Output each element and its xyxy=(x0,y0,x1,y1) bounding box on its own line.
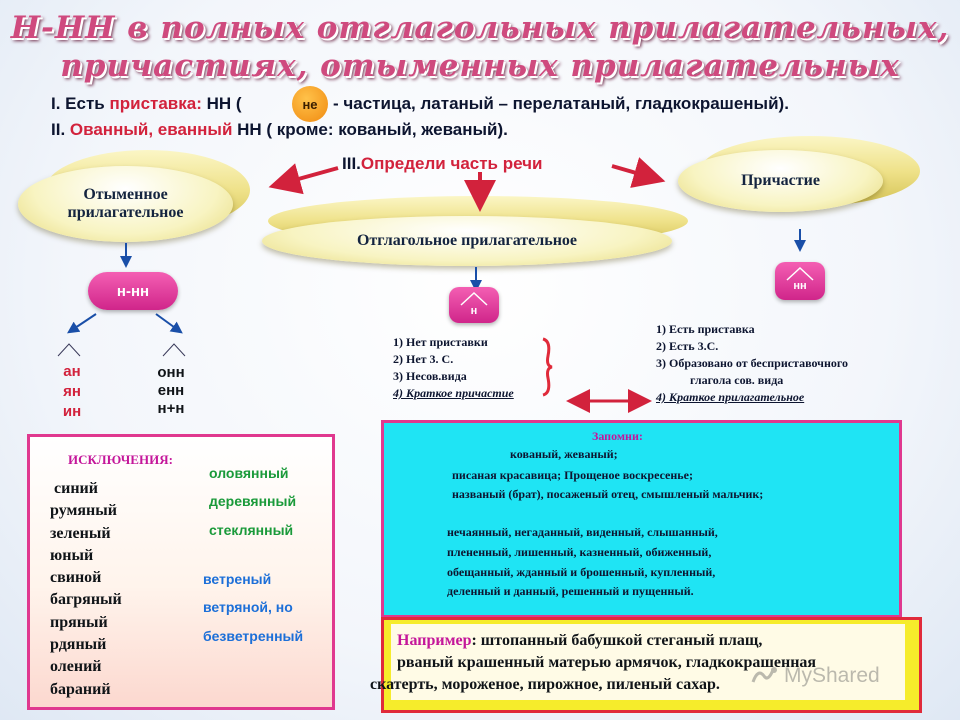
rule-1-prefix: I. Есть xyxy=(51,94,110,113)
red-bracket xyxy=(543,339,552,395)
rule-3-prefix: III. xyxy=(342,154,361,173)
exceptions-list xyxy=(50,478,122,701)
rule-2-prefix: II. xyxy=(51,120,70,139)
exception-word: олений xyxy=(50,658,102,676)
exception-green-word: деревянный xyxy=(209,493,297,509)
arrow-to-right-node xyxy=(612,166,650,177)
rule-1-rest: - частица, латаный – перелатаный, гладкокрашеный). xyxy=(333,94,789,113)
suffix-double-list xyxy=(146,364,196,418)
remember-line: деленный и данный, решенный и пущенный. xyxy=(447,584,694,598)
center-conditions xyxy=(393,334,514,402)
exception-blue-word: ветряной, но xyxy=(203,599,293,615)
rule-3-red: Определи часть речи xyxy=(360,154,543,173)
pill-n-label: н xyxy=(470,305,478,317)
ne-badge-label: не xyxy=(302,96,318,112)
remember-heading: Запомни: xyxy=(592,429,643,443)
left-node-label: Отыменное прилагательное xyxy=(67,186,184,221)
remember-line: кованый, жеваный; xyxy=(510,447,618,461)
center-node-label: Отглагольное прилагательное xyxy=(356,232,578,249)
caret-single xyxy=(58,344,80,356)
pill-nn xyxy=(775,262,825,300)
exception-word: румяный xyxy=(50,502,117,520)
pill-n-nn-label: н-нн xyxy=(116,282,150,300)
suffix-double: н+н xyxy=(157,400,185,417)
remember-line: обещанный, жданный и брошенный, купленный, xyxy=(447,565,716,579)
condition-item: глагола сов. вида xyxy=(690,373,784,387)
watermark-text: MyShared xyxy=(784,664,880,687)
watermark xyxy=(750,664,880,688)
suffix-double: онн xyxy=(157,364,185,381)
condition-item: 3) Образовано от бесприставочного xyxy=(656,356,849,370)
exception-word: рдяный xyxy=(50,636,107,654)
exception-green-word: стеклянный xyxy=(209,522,294,538)
suffix-single: ин xyxy=(62,403,82,420)
condition-item: 3) Несов.вида xyxy=(393,369,467,383)
arrow-pill-to-single xyxy=(72,314,96,330)
exceptions-heading-colon: : xyxy=(168,452,173,467)
condition-item: 4) Краткое прилагательное xyxy=(656,390,805,404)
rule-2-rest: НН ( кроме: кованый, жеваный). xyxy=(232,120,508,139)
rule-2-red: Ованный, еванный xyxy=(69,120,233,139)
suffix-single: ян xyxy=(63,383,81,400)
exception-word: синий xyxy=(54,480,98,497)
title-line-2: причастиях, отыменных прилагательных xyxy=(60,48,900,84)
condition-item: 1) Нет приставки xyxy=(393,335,488,349)
remember-line: плененный, лишенный, казненный, обиженный, xyxy=(447,545,712,559)
example-line-2: рваный крашенный матерью армячок, гладкокрашенная xyxy=(397,654,817,671)
exception-blue-word: безветренный xyxy=(203,628,304,644)
condition-item: 4) Краткое причастие xyxy=(393,386,514,400)
remember-line: писаная красавица; Прощеное воскресенье; xyxy=(452,468,693,482)
example-line-1: : штопанный бабушкой стеганый плащ, xyxy=(471,632,763,649)
condition-item: 2) Нет 3. С. xyxy=(393,352,454,366)
right-node-label: Причастие xyxy=(741,172,820,189)
suffix-single-list xyxy=(52,362,92,422)
exception-word: багряный xyxy=(50,591,122,609)
pill-n-nn xyxy=(88,272,178,310)
pill-nn-label: нн xyxy=(793,280,807,292)
pill-n xyxy=(449,287,499,323)
suffix-single: ан xyxy=(63,363,81,380)
arrow-to-left-node xyxy=(284,168,338,183)
exception-blue-word: ветреный xyxy=(203,571,272,587)
suffix-double: енн xyxy=(157,382,185,399)
exception-word: свиной xyxy=(50,569,102,587)
watermark-logo-icon xyxy=(750,664,780,688)
exceptions-heading-label: ИСКЛЮЧЕНИЯ xyxy=(68,452,169,467)
condition-item: 1) Есть приставка xyxy=(656,322,755,336)
pill-nn-caret xyxy=(775,262,825,300)
example-line-3: скатерть, мороженое, пирожное, пиленый сахар. xyxy=(370,676,720,693)
caret-double xyxy=(163,344,185,356)
exceptions-heading xyxy=(68,452,173,468)
exception-green-word: оловянный xyxy=(209,465,289,481)
rule-1-red: приставка: xyxy=(109,94,202,113)
exception-word: пряный xyxy=(50,613,108,631)
condition-item: 2) Есть 3.С. xyxy=(656,339,719,353)
remember-line: нечаянный, негаданный, виденный, слышанный, xyxy=(447,525,718,539)
rule-1-mid: НН ( xyxy=(201,94,242,113)
exception-word: бараний xyxy=(50,680,111,698)
exception-word: зеленый xyxy=(50,524,111,542)
remember-line: названый (брат), посаженый отец, смышленый мальчик; xyxy=(452,487,764,501)
title-line-1: Н-НН в полных отглагольных прилагательных, xyxy=(10,10,950,46)
arrow-pill-to-double xyxy=(156,314,178,330)
pill-n-caret xyxy=(449,287,499,323)
example-label: Например xyxy=(397,632,472,649)
right-conditions xyxy=(656,321,848,406)
exception-word: юный xyxy=(50,546,94,564)
